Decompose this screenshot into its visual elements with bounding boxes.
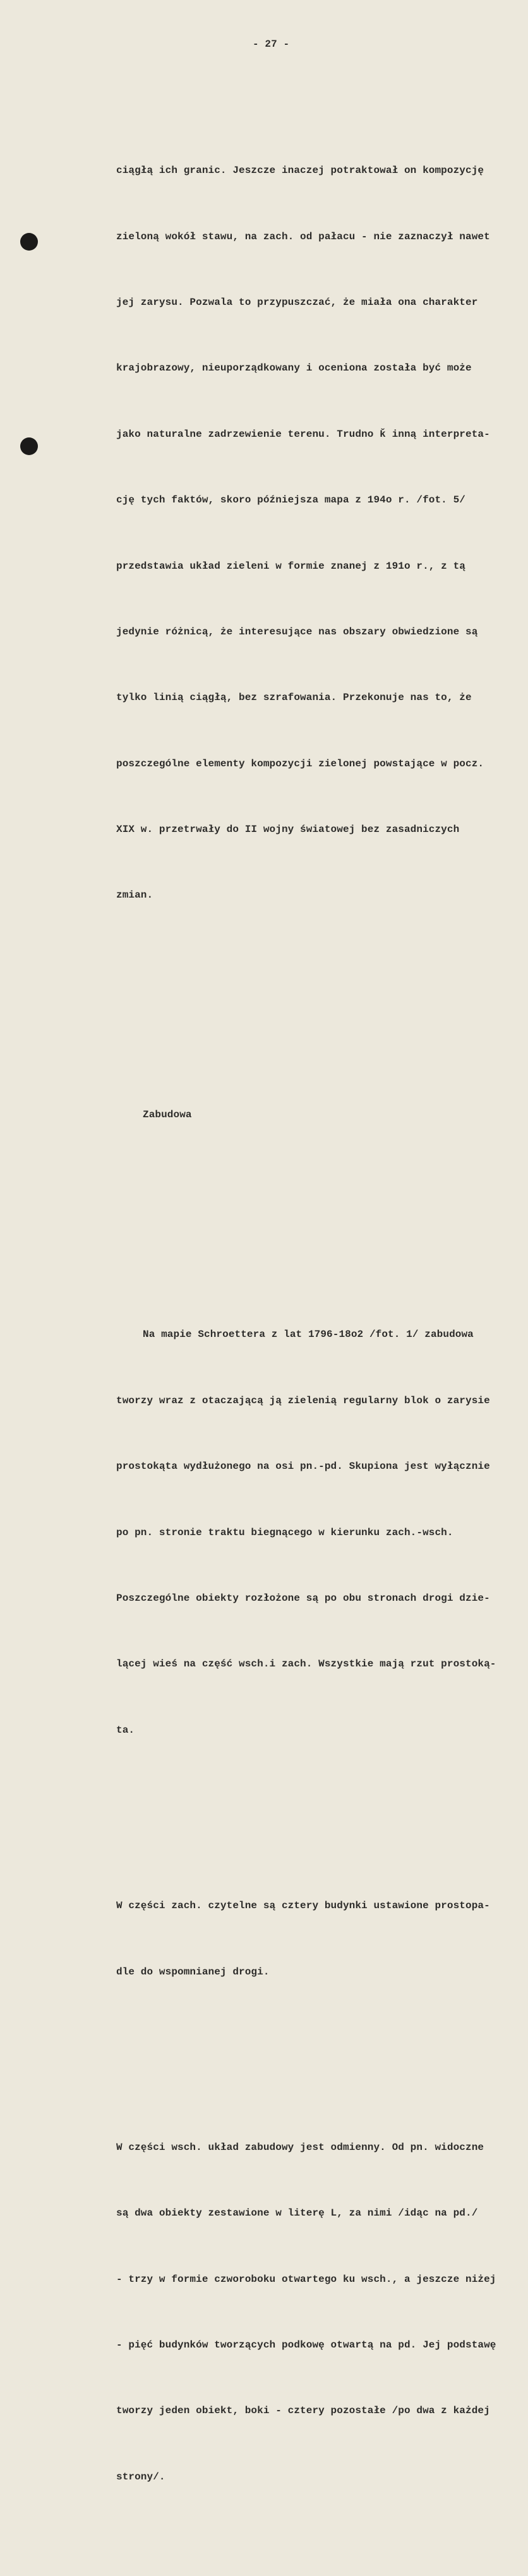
text-line: - pięć budynków tworzących podkowę otwartą na pd. Jej podstawę <box>116 2339 496 2351</box>
section-heading: Zabudowa <box>143 1109 192 1121</box>
page-number: - 27 - <box>253 39 290 50</box>
punch-hole-upper <box>20 233 38 251</box>
text-line: Poszczególne obiekty rozłożone są po obu stronach drogi dzie- <box>116 1592 490 1604</box>
text-line: Na mapie Schroettera z lat 1796-18o2 /fot. 1/ zabudowa <box>143 1329 474 1341</box>
text-line: jej zarysu. Pozwala to przypuszczać, że miała ona charakter <box>116 296 478 308</box>
text-line: krajobrazowy, nieuporządkowany i oceniona została być może <box>116 362 472 374</box>
text-line: po pn. stronie traktu biegnącego w kierunku zach.-wsch. <box>116 1526 453 1538</box>
text-line: strony/. <box>116 2471 165 2483</box>
text-line: XIX w. przetrwały do II wojny światowej bez zasadniczych <box>116 824 460 836</box>
text-line: poszczególne elementy kompozycji zielonej powstające w pocz. <box>116 757 484 769</box>
paragraph-gap <box>116 1192 514 1214</box>
text-line: tworzy jeden obiekt, boki - cztery pozostałe /po dwa z każdej <box>116 2405 490 2417</box>
paragraph-east-part <box>116 2092 514 2532</box>
paragraph-building-layout <box>116 1280 514 1785</box>
text-line: ta. <box>116 1724 135 1736</box>
text-line: zieloną wokół stawu, na zach. od pałacu - nie zaznaczył nawet <box>116 230 490 242</box>
typed-text-body <box>116 72 514 2576</box>
text-line: ciągłą ich granic. Jeszcze inaczej potraktował on kompozycję <box>116 165 484 177</box>
text-line: W części wsch. układ zabudowy jest odmienny. Od pn. widoczne <box>116 2141 484 2153</box>
text-line: cję tych faktów, skoro późniejsza mapa z 194o r. /fot. 5/ <box>116 494 465 506</box>
text-line: jedynie różnicą, że interesujące nas obszary obwiedzione są <box>116 626 478 638</box>
punch-hole-lower <box>20 437 38 455</box>
paragraph-green-composition <box>116 116 514 951</box>
text-line: - trzy w formie czworoboku otwartego ku wsch., a jeszcze niżej <box>116 2273 496 2285</box>
text-line: zmian. <box>116 889 153 901</box>
text-line: tworzy wraz z otaczającą ją zielenią regularny blok o zarysie <box>116 1394 490 1406</box>
text-line: prostokąta wydłużonego na osi pn.-pd. Skupiona jest wyłącznie <box>116 1461 490 1473</box>
text-line: są dwa obiekty zestawione w literę L, za nimi /idąc na pd./ <box>116 2207 478 2219</box>
text-line: W części zach. czytelne są cztery budynki ustawione prostopa- <box>116 1900 490 1912</box>
paragraph-gap <box>116 1016 514 1038</box>
text-line: przedstawia układ zieleni w formie znanej z 191o r., z tą <box>116 560 465 572</box>
text-line: jako naturalne zadrzewienie terenu. Trudno ǩ inną interpreta- <box>116 428 490 440</box>
text-line: tylko linią ciągłą, bez szrafowania. Przekonuje nas to, że <box>116 692 472 704</box>
text-line: lącej wieś na część wsch.i zach. Wszystkie mają rzut prostoką- <box>116 1658 496 1670</box>
paragraph-west-part <box>116 1851 514 2027</box>
text-line: dle do wspomnianej drogi. <box>116 1966 270 1978</box>
